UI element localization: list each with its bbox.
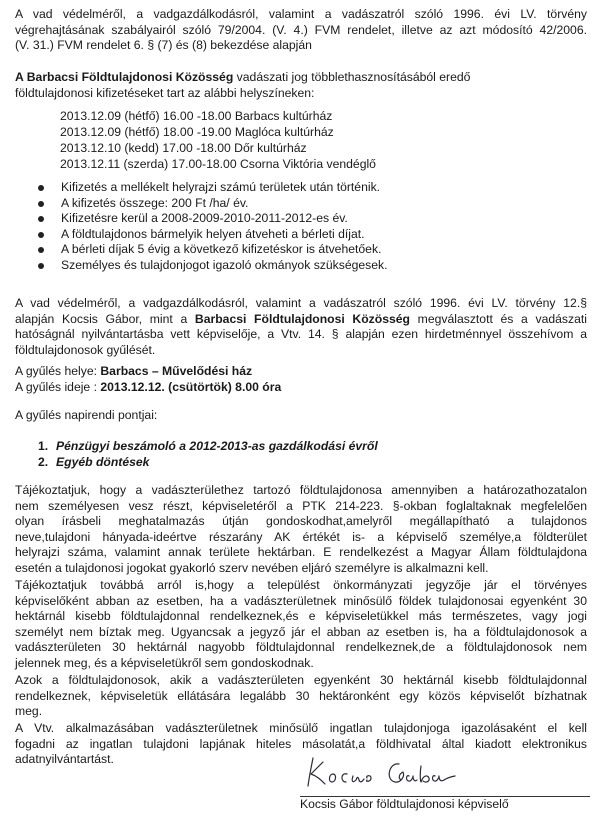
text-line: Azok a földtulajdonosok, akik a vadászterületen egyenként 30 hektárnál kisebb földtulajdonnal [15,673,587,687]
intro-paragraph [15,7,587,54]
text-line: személyt nem bíztak meg. Ugyancsak a jegyző jár el abban az esetben is, ha a földtulajdonosok a [15,624,587,639]
text-line: esetén a tulajdonosi jogokat gyakorló szerv nevében eljáró személyre is alkalmazni kell. [15,560,489,575]
handwritten-signature [295,752,465,792]
announcement-line-1: A Barbacsi Földtulajdonosi Közösség vadászati jog többlethasznosításából eredő [15,70,471,84]
common-representative-paragraph [15,673,587,720]
list-item: A kifizetés összege: 200 Ft /ha/ év. [38,196,388,212]
text-line: nem személyesen vesz részt, képviseletéről a PTK 214-223. §-okban foglaltaknak megfelelően [15,498,587,513]
text-line: hektárnál kisebb földtulajdonnal rendelkeznek,és e képviseletükkel más természetes, vagy jogi [15,609,587,623]
text-line: Tájékoztatjuk továbbá arról is,hogy a települést önkormányzati jegyzője jár el törvényes [15,578,587,592]
text-line: adatnyilvántartást. [15,752,114,766]
schedule-entry: 2013.12.10 (kedd) 17.00 -18.00 Dőr kultúrház [60,141,307,155]
notary-info-paragraph [15,578,587,671]
convocation-line: hatóságnál nyilvántartásba vett képviselője, a Vtv. 14. § alapján ezen hirdetménnyel összehívom a [15,327,587,341]
signatory-name: Kocsis Gábor földtulajdonosi képviselő [300,797,509,811]
text-line: meg. [15,704,43,718]
schedule-entry: 2013.12.09 (hétfő) 18.00 -19.00 Maglóca kultúrház [60,125,334,139]
text-line: olyan írásbeli meghatalmazás útján gondoskodhat,amelyről megállapítható a tulajdonos [15,514,587,528]
proxy-info-paragraph [15,483,587,576]
announcement-paragraph [15,70,587,101]
text-line: jelennek meg, és a képviseletükről sem gondoskodnak. [15,655,314,670]
intro-line: végrehajtásának szabályairól szóló 79/2004. (V. 4.) FVM rendelet, illetve az azt módosító 42/2006. [15,22,587,37]
list-item: A bérleti díjak 5 évig a következő kifizetéskor is átvehetőek. [38,242,388,258]
list-item: Személyes és tulajdonjogot igazoló okmányok szükségesek. [38,258,388,274]
convocation-line: A vad védelméről, a vadgazdálkodásról, valamint a vadászatról szóló 1996. évi LV. törvény 12.§ [15,296,587,310]
agenda-list [38,438,378,470]
list-item: A földtulajdonos bármelyik helyen átveheti a bérleti díjat. [38,227,388,243]
text-line: képviselőként abban az esetben, ha a vadászterületnek minősülő földek tulajdonosai egyenként 30 [15,593,587,608]
text-line: Tájékoztatjuk, hogy a vadászterülethez tartozó földtulajdonosa amennyiben a határozathozatalon [15,483,587,497]
list-item: Kifizetés a mellékelt helyrajzi számú területek után történik. [38,180,388,196]
text-line: fogadni az ingatlan tulajdoni lapjának hiteles másolatát,a földhivatal által kiadott elektronikus [15,736,587,751]
meeting-time: A gyűlés ideje : 2013.12.12. (csütörtök) 8.00 óra [15,379,282,394]
text-line: helyrajzi száma, valamint annak területe hektárban. E rendelkezést a Magyar Állam földtulajdona [15,545,587,559]
schedule-entry: 2013.12.09 (hétfő) 16.00 -18.00 Barbacs kultúrház [60,109,333,123]
agenda-item: 2. Egyéb döntések [38,455,150,469]
intro-line: A vad védelméről, a vadgazdálkodásról, valamint a vadászatról szóló 1996. évi LV. törvény [15,7,587,21]
meeting-place: A gyűlés helye: Barbacs – Művelődési ház [15,364,253,378]
org-name: A Barbacsi Földtulajdonosi Közösség [15,70,234,84]
schedule-entry: 2013.12.11 (szerda) 17.00-18.00 Csorna Viktória vendéglő [60,157,376,171]
payout-conditions-list [38,180,388,274]
convocation-line: földtulajdonosok gyűlését. [15,342,156,357]
intro-line: (V. 31.) FVM rendelet 6. § (7) és (8) bekezdése alapján [15,38,312,52]
agenda-title: A gyűlés napirendi pontjai: [15,408,158,422]
announcement-line-2: földtulajdonosi kifizetéseket tart az alábbi helyszíneken: [15,85,315,100]
convocation-paragraph [15,296,587,358]
meeting-details [15,364,587,395]
text-line: rendelkeznek, képviseletük ellátására legalább 30 hektáronként egy közös képviselőt bízhatnak [15,688,587,703]
text-line: neve,tulajdoni hányada-ideértve részarány AK értékét is- a képviselő személye,a földterület [15,529,587,544]
org-name: Barbacsi Földtulajdonosi Közösség [194,311,410,326]
agenda-item: 1. Pénzügyi beszámoló a 2012-2013-as gazdálkodási évről [38,439,378,453]
text-line: A Vtv. alkalmazásában vadászterületnek minősülő ingatlan tulajdonjoga igazolásaként el kell [15,721,587,735]
text-line: vadászterületen 30 hektárnál nagyobb földtulajdonnal rendelkeznek,de a földtulajdonosok nem [15,640,587,654]
list-item: Kifizetésre kerül a 2008-2009-2010-2011-2012-es év. [38,211,388,227]
payout-schedule [60,108,376,172]
convocation-line: alapján Kocsis Gábor, mint a Barbacsi Földtulajdonosi Közösség megválasztott és a vadászati [15,311,587,326]
